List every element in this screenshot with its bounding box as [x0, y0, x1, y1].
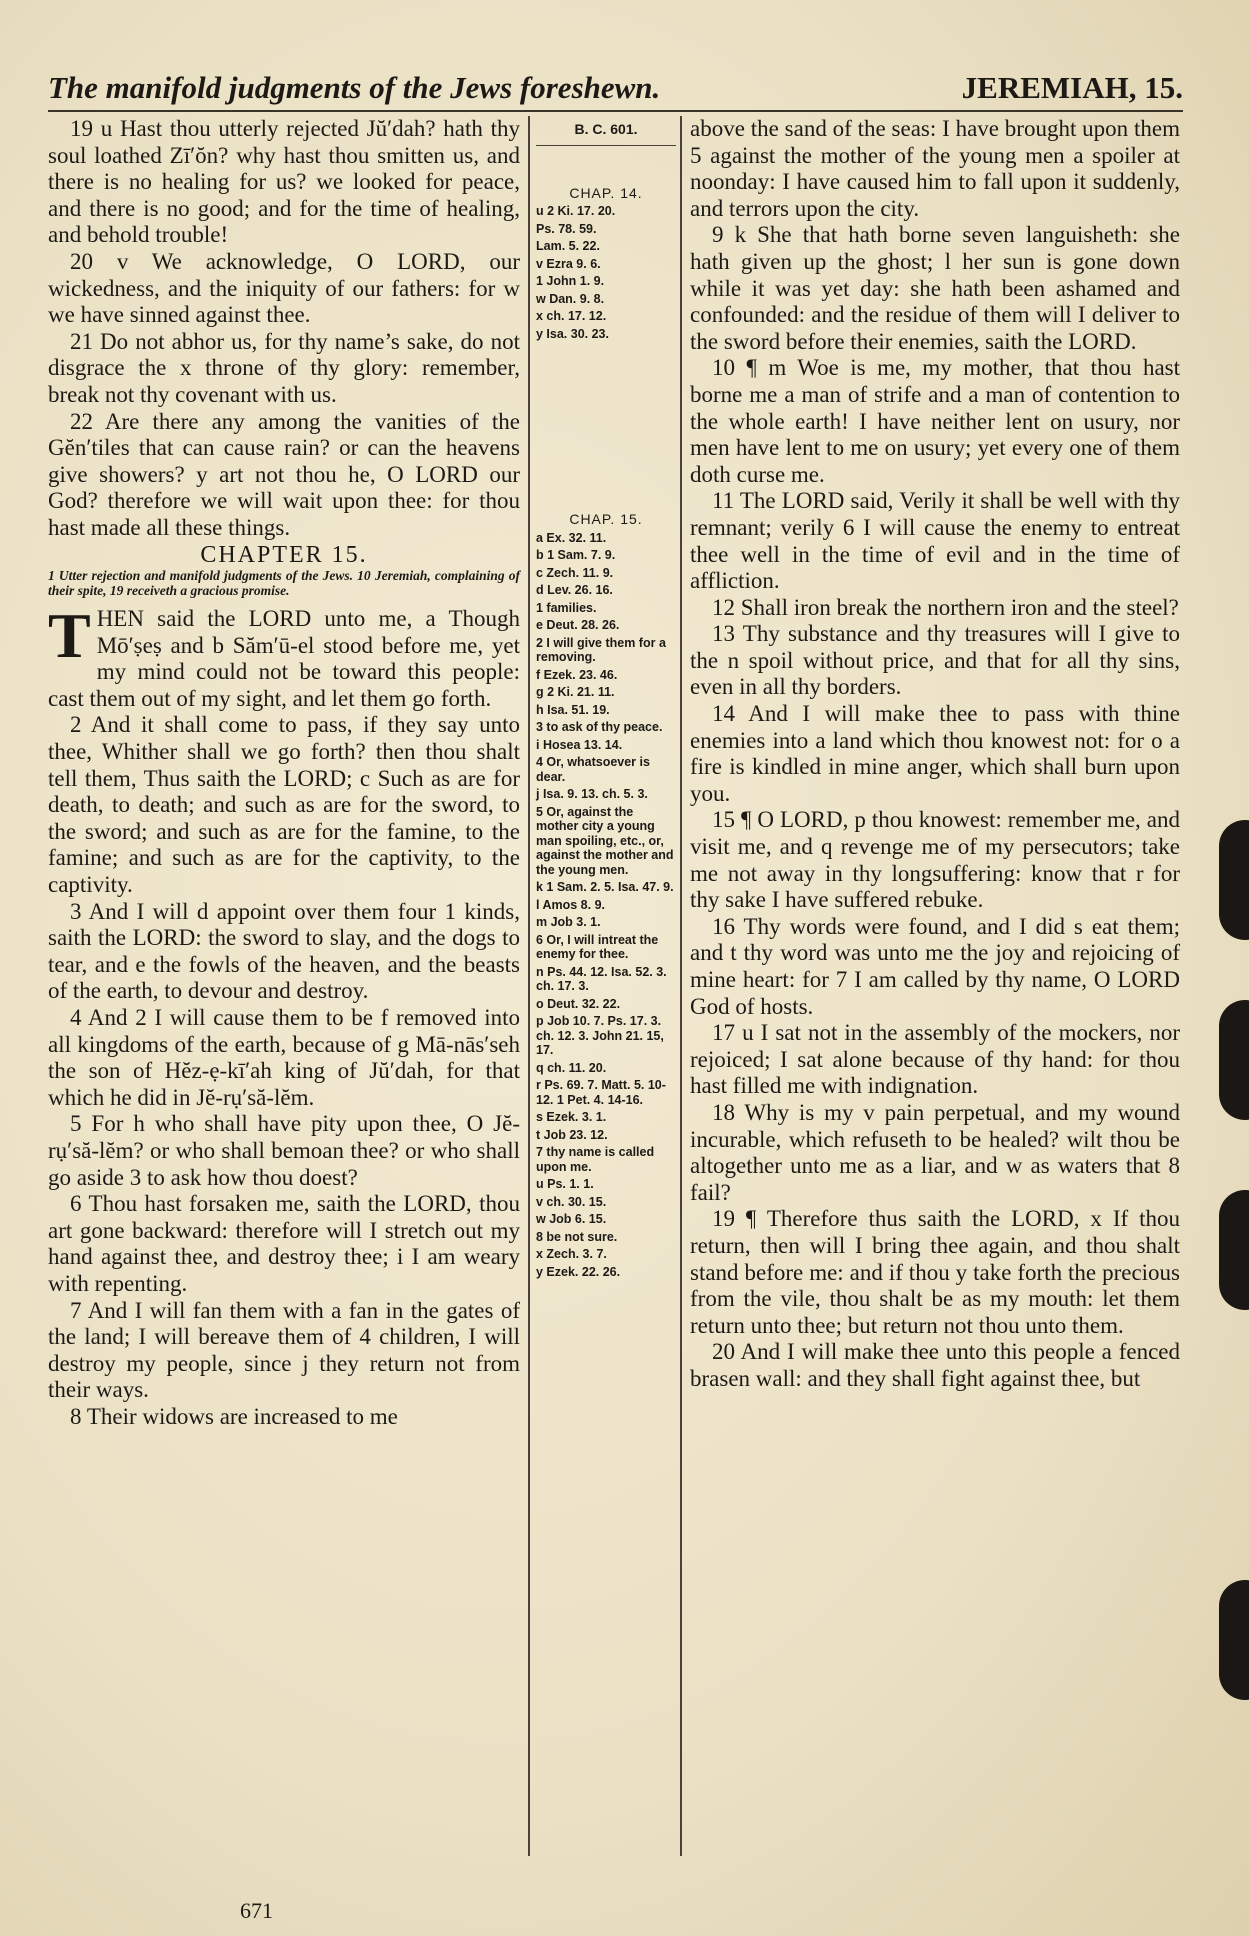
cross-reference: h Isa. 51. 19.	[536, 702, 610, 717]
cross-reference: u 2 Ki. 17. 20.	[536, 204, 616, 218]
thumb-index-tab[interactable]	[1219, 1190, 1249, 1310]
header-chapter: JEREMIAH, 15.	[961, 70, 1183, 105]
verse-14-21: 21 Do not abhor us, for thy name’s sake, do not disgrace the x throne of thy glory: remember, break not thy covenant with us.	[48, 328, 520, 407]
thumb-index-tab[interactable]	[1219, 820, 1249, 940]
cross-reference: x ch. 17. 12.	[536, 309, 607, 323]
cross-reference: e Deut. 28. 26.	[536, 618, 620, 632]
drop-cap: T	[48, 600, 91, 672]
cross-reference: p Job 10. 7. Ps. 17. 3. ch. 12. 3. John 21. 15, 17.	[536, 1014, 664, 1057]
verse-15-20: 20 And I will make thee unto this people a fenced brasen wall: and they shall fight against thee, but	[690, 1339, 1180, 1391]
cross-reference: i Hosea 13. 14.	[536, 737, 623, 752]
cross-reference: s Ezek. 3. 1.	[536, 1110, 607, 1124]
verse-15-14: 14 And I will make thee to pass with thine enemies into a land which thou knowest not: for o a fire is kindled in mine anger, which shall burn upon you.	[690, 701, 1180, 806]
verse-15-6: 6 Thou hast forsaken me, saith the LORD, thou art gone backward: therefore will I stretch out my hand against thee, and destroy thee; i I am weary with repenting.	[48, 1191, 520, 1296]
verse-15-12: 12 Shall iron break the northern iron and the steel?	[712, 594, 1179, 620]
date-rule	[536, 145, 676, 146]
verse-15-3: 3 And I will d appoint over them four 1 kinds, saith the LORD: the sword to slay, and the dogs to tear, and e the fowls of the heaven, and the beasts of the earth, to devour and destroy.	[48, 898, 520, 1004]
verse-15-10: 10 ¶ m Woe is me, my mother, that thou hast borne me a man of strife and a man of contention to the whole earth! I have neither lent on usury, nor men have lent to me on usury; yet every one of them doth curse me.	[690, 355, 1180, 487]
date-note: B. C. 601.	[574, 121, 638, 137]
cross-reference: r Ps. 69. 7. Matt. 5. 10-12. 1 Pet. 4. 14-16.	[536, 1078, 666, 1107]
column-divider-right	[680, 116, 682, 1856]
cross-reference: m Job 3. 1.	[536, 915, 601, 929]
cross-reference: l Amos 8. 9.	[536, 897, 606, 912]
verse-15-17: 17 u I sat not in the assembly of the mockers, nor rejoiced; I sat alone because of thy hand: for thou hast filled me with indignation.	[690, 1020, 1180, 1099]
cross-reference: v ch. 30. 15.	[536, 1194, 607, 1209]
cross-reference: v Ezra 9. 6.	[536, 256, 601, 271]
cross-reference: w Job 6. 15.	[536, 1212, 607, 1226]
verse-15-15: 15 ¶ O LORD, p thou knowest: remember me, and visit me, and q revenge me of my persecutors; take me not away in thy longsuffering: know that r for thy sake I have suffered rebuke.	[690, 807, 1180, 913]
verse-14-19: 19 u Hast thou utterly rejected Jŭ′dah? hath thy soul loathed Zī′ŏn? why hast thou smitten us, and there is no healing for us? we looked for peace, and there is no good; and for the time of healing, and behold trouble!	[48, 116, 520, 248]
cross-reference: 2 I will give them for a removing.	[536, 635, 666, 664]
chapter-heading: CHAPTER 15.	[200, 541, 368, 568]
cross-reference: 7 thy name is called upon me.	[536, 1145, 655, 1174]
verse-15-1	[48, 600, 520, 712]
right-text-column	[690, 116, 1180, 1393]
cross-reference: x Zech. 3. 7.	[536, 1247, 607, 1261]
chap15-refs	[536, 531, 676, 1280]
cross-reference: b 1 Sam. 7. 9.	[536, 548, 616, 562]
verse-15-4: 4 And 2 I will cause them to be f removed into all kingdoms of the earth, because of g Mā-nās′seh the son of Hĕz-ẹ-kī′ah king of Jŭ′dah, for that which he did in Jĕ-rụ′să-lĕm.	[48, 1005, 520, 1110]
thumb-index-tab[interactable]	[1219, 1000, 1249, 1120]
running-header	[48, 66, 1183, 112]
verse-15-18: 18 Why is my v pain perpetual, and my wound incurable, which refuseth to be healed? wilt thou be altogether unto me as a liar, and w as waters that 8 fail?	[690, 1099, 1180, 1205]
header-title: The manifold judgments of the Jews foreshewn.	[48, 70, 661, 105]
cross-reference: g 2 Ki. 21. 11.	[536, 685, 615, 699]
chap14-label: CHAP. 14.	[569, 184, 643, 201]
chap15-label: CHAP. 15.	[569, 511, 643, 527]
cross-reference: 1 John 1. 9.	[536, 274, 605, 288]
verse-14-22: 22 Are there any among the vanities of the Gĕn′tiles that can cause rain? or can the heavens give showers? y art not thou he, O LORD our God? therefore we will wait upon thee: for thou hast made all these things.	[48, 408, 520, 540]
cross-reference: 3 to ask of thy peace.	[536, 720, 663, 734]
cross-reference: y Isa. 30. 23.	[536, 326, 609, 341]
cross-reference: w Dan. 9. 8.	[536, 291, 605, 306]
cross-reference: a Ex. 32. 11.	[536, 530, 607, 545]
verse-15-2: 2 And it shall come to pass, if they say unto thee, Whither shall we go forth? then thou shalt tell them, Thus saith the LORD; c Such as are for death, to death; and such as are for the sword, to the sword; and such as are for the famine, to the famine; and such as are for the captivity, to the captivity.	[48, 712, 520, 898]
cross-reference: d Lev. 26. 16.	[536, 583, 613, 597]
cross-reference: k 1 Sam. 2. 5. Isa. 47. 9.	[536, 880, 674, 894]
verse-15-19: 19 ¶ Therefore thus saith the LORD, x If thou return, then will I bring thee again, and thou shalt stand before me: and if thou y take forth the precious from the vile, thou shalt be as my mouth: let them return unto thee; but return not thou unto them.	[690, 1206, 1180, 1338]
cross-reference: 4 Or, whatsoever is dear.	[536, 755, 650, 784]
cross-reference: n Ps. 44. 12. Isa. 52. 3. ch. 17. 3.	[536, 964, 667, 993]
left-text-column	[48, 116, 520, 1431]
cross-reference: q ch. 11. 20.	[536, 1060, 607, 1075]
chapter-summary: 1 Utter rejection and manifold judgments of the Jews. 10 Jeremiah, complaining of their spite, 19 receiveth a gracious promise.	[48, 568, 520, 599]
verse-15-13: 13 Thy substance and thy treasures will I give to the n spoil without price, and that for all thy sins, even in all thy borders.	[690, 621, 1180, 700]
verse-15-8-cont: above the sand of the seas: I have brought upon them 5 against the mother of the young men a spoiler at noonday: I have caused him to fall upon it suddenly, and terrors upon the city.	[690, 116, 1180, 221]
cross-reference: f Ezek. 23. 46.	[536, 667, 618, 682]
cross-reference: y Ezek. 22. 26.	[536, 1264, 621, 1279]
thumb-index-tab[interactable]	[1219, 1580, 1249, 1700]
ref-gap	[536, 344, 676, 494]
cross-reference: Lam. 5. 22.	[536, 239, 600, 253]
verse-15-8: 8 Their widows are increased to me	[70, 1403, 398, 1429]
verse-15-16: 16 Thy words were found, and I did s eat them; and t thy word was unto me the joy and rejoicing of mine heart: for 7 I am called by thy name, O LORD God of hosts.	[690, 913, 1180, 1019]
verse-15-5: 5 For h who shall have pity upon thee, O Jĕ-rụ′să-lĕm? or who shall bemoan thee? or who shall go aside 3 to ask how thou doest?	[48, 1111, 520, 1190]
cross-reference: u Ps. 1. 1.	[536, 1177, 594, 1191]
verse-15-9: 9 k She that hath borne seven languisheth: she hath given up the ghost; l her sun is gone down while it was yet day: she hath been ashamed and confounded: and the residue of them will I deliver to the sword before their enemies, saith the LORD.	[690, 222, 1180, 354]
cross-reference: j Isa. 9. 13. ch. 5. 3.	[536, 787, 648, 801]
cross-reference: 1 families.	[536, 600, 597, 615]
column-divider-left	[528, 116, 530, 1856]
cross-reference: 6 Or, I will intreat the enemy for thee.	[536, 932, 659, 961]
cross-reference-column	[536, 116, 676, 1282]
page-number: 671	[240, 1898, 273, 1923]
cross-reference: 5 Or, against the mother city a young man spoiling, etc., or, against the mother and the young men.	[536, 804, 674, 877]
verse-14-20: 20 v We acknowledge, O LORD, our wickedness, and the iniquity of our fathers: for w we have sinned against thee.	[48, 248, 520, 328]
cross-reference: o Deut. 32. 22.	[536, 996, 621, 1011]
chap14-refs	[536, 204, 676, 341]
cross-reference: 8 be not sure.	[536, 1229, 618, 1244]
cross-reference: t Job 23. 12.	[536, 1127, 608, 1142]
verse-15-1-text: HEN said the LORD unto me, a Though Mō′ṣeṣ and b Săm′ū-el stood before me, yet my mind could not be toward this people: cast them out of my sight, and let them go forth.	[48, 606, 520, 711]
cross-reference: c Zech. 11. 9.	[536, 565, 614, 580]
cross-reference: Ps. 78. 59.	[536, 221, 597, 236]
verse-15-7: 7 And I will fan them with a fan in the gates of the land; I will bereave them of 4 children, I will destroy my people, since j they return not from their ways.	[48, 1297, 520, 1403]
verse-15-11: 11 The LORD said, Verily it shall be well with thy remnant; verily 6 I will cause the enemy to entreat thee well in the time of evil and in the time of affliction.	[690, 488, 1180, 594]
